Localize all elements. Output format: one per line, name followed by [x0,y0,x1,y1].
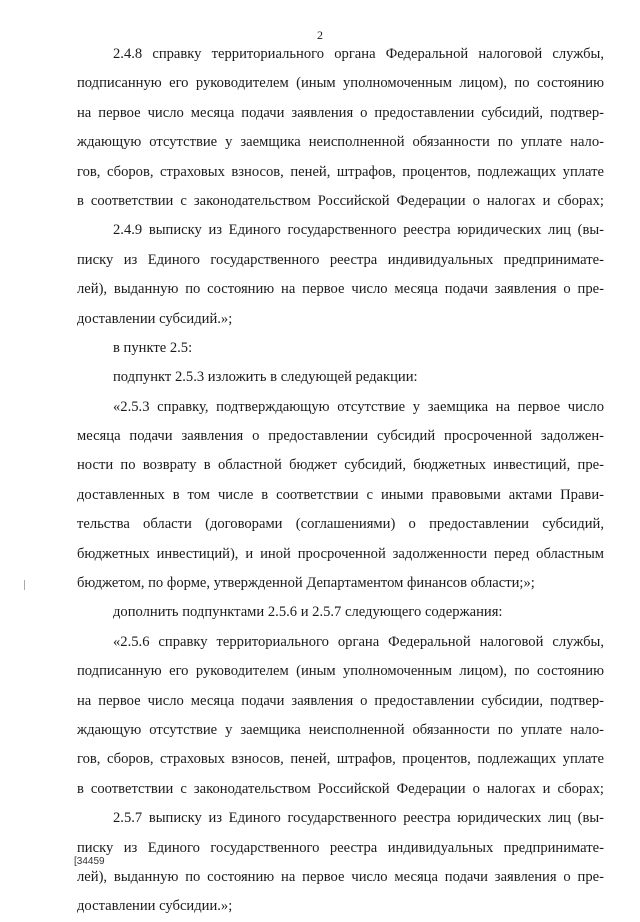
text-line: 2.4.9 выписку из Единого государственного реестра юридических лиц (вы- [113,222,604,239]
text-line: подпункт 2.5.3 изложить в следующей редакции: [113,369,418,386]
text-line: месяца подачи заявления о предоставлении субсидий просроченной задолжен- [77,428,604,445]
text-line: доставлении субсидии.»; [77,898,233,915]
text-line: писку из Единого государственного реестра индивидуальных предпринимате- [77,839,604,856]
text-line: «2.5.6 справку территориального органа Федеральной налоговой службы, [113,633,604,650]
text-line: 2.4.8 справку территориального органа Федеральной налоговой службы, [113,46,604,62]
text-line: ности по возврату в областной бюджет субсидий, бюджетных инвестиций, пре- [77,457,604,474]
text-line: в соответствии с законодательством Российской Федерации о налогах и сборах; [77,780,604,797]
text-line: бюджетных инвестиций), и иной просроченной задолженности перед областным [77,545,604,562]
margin-mark [24,580,25,590]
text-line: лей), выданную по состоянию на первое число месяца подачи заявления о пре- [77,281,604,298]
text-line: бюджетом, по форме, утвержденной Департаментом финансов области;»; [77,575,535,592]
text-line: лей), выданную по состоянию на первое число месяца подачи заявления о пре- [77,868,604,885]
text-line: тельства области (договорами (соглашениями) о предоставлении субсидий, [77,516,604,533]
text-line: в пункте 2.5: [113,339,193,356]
text-line: подписанную его руководителем (иным уполномоченным лицом), по состоянию [77,75,604,92]
text-line: в соответствии с законодательством Российской Федерации о налогах и сборах; [77,192,604,209]
document-code: [34459 [74,856,105,867]
text-line: «2.5.3 справку, подтверждающую отсутствие у заемщика на первое число [113,398,604,415]
text-line: подписанную его руководителем (иным уполномоченным лицом), по состоянию [77,663,604,680]
text-line: дополнить подпунктами 2.5.6 и 2.5.7 следующего содержания: [113,604,503,621]
text-line: 2.5.7 выписку из Единого государственного реестра юридических лиц (вы- [113,810,604,827]
text-line: на первое число месяца подачи заявления о предоставлении субсидий, подтвер- [77,104,604,121]
text-line: писку из Единого государственного реестра индивидуальных предпринимате- [77,251,604,268]
text-line: гов, сборов, страховых взносов, пеней, штрафов, процентов, подлежащих уплате [77,163,604,180]
text-line: доставлении субсидий.»; [77,310,233,327]
text-line: гов, сборов, страховых взносов, пеней, штрафов, процентов, подлежащих уплате [77,751,604,768]
text-line: ждающую отсутствие у заемщика неисполненной обязанности по уплате нало- [77,721,604,738]
text-line: на первое число месяца подачи заявления о предоставлении субсидии, подтвер- [77,692,604,709]
text-line: ждающую отсутствие у заемщика неисполненной обязанности по уплате нало- [77,134,604,151]
document-body [77,40,604,922]
page-number: 2 [317,28,323,42]
text-line: доставленных в том числе в соответствии с иными правовыми актами Прави- [77,486,604,503]
